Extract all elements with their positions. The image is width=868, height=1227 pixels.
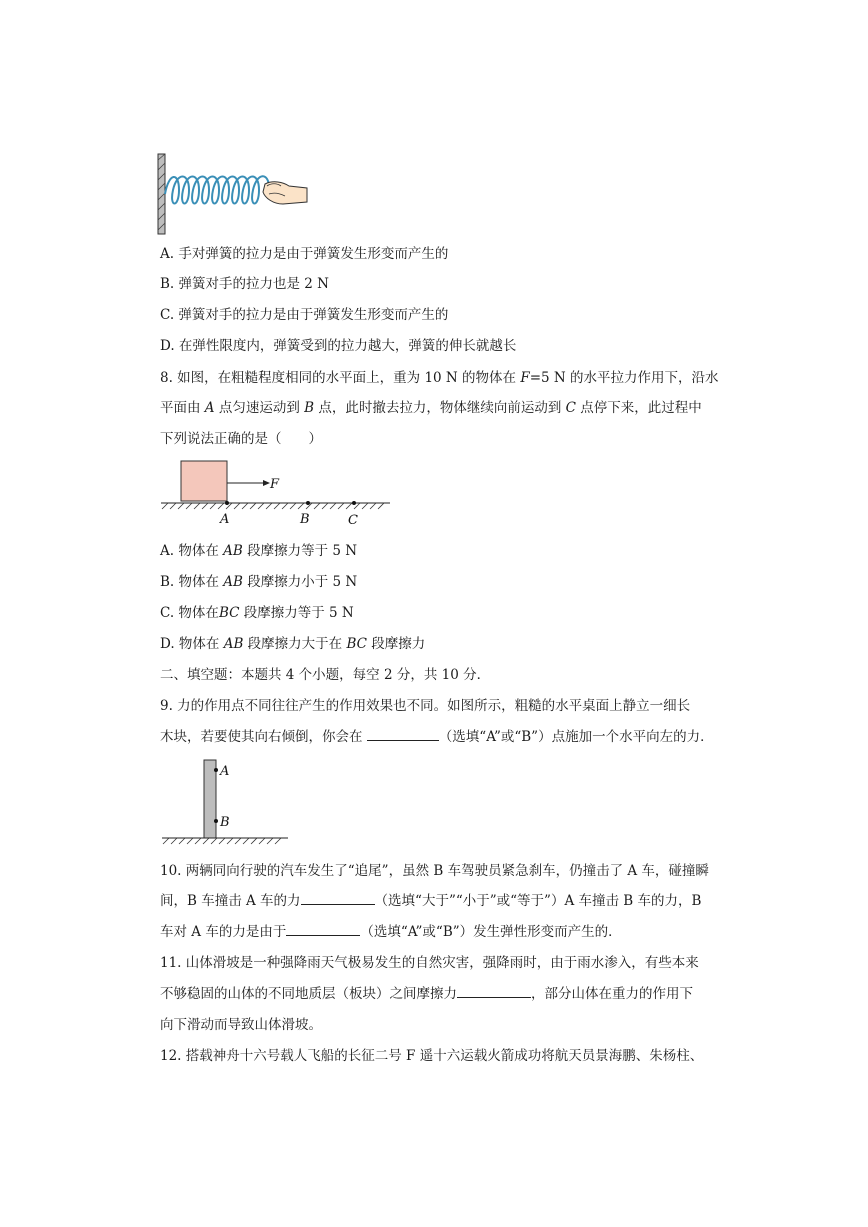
hatch-line (202, 503, 208, 509)
q10-answer-blank-1[interactable] (301, 892, 375, 905)
section-heading: 二、填空题：本题共 4 个小题，每空 2 分，共 10 分． (160, 667, 491, 683)
hatch-line (194, 503, 200, 509)
hand-icon (263, 182, 307, 204)
q9-line1: 9. 力的作用点不同往往产生的作用效果也不同。如图所示，粗糙的水平桌面上静立一细长 (160, 698, 691, 714)
q10-line2-post: （选填“大于”“小于”或“等于”）A 车撞击 B 车的力，B (374, 893, 702, 909)
hatch-line (210, 503, 216, 509)
q8-var-b: B (304, 400, 315, 416)
point-a (214, 768, 218, 772)
spring-coil (165, 176, 269, 203)
point-a-label: A (220, 512, 230, 527)
hatch-line (227, 838, 233, 844)
q10-line2 (160, 892, 701, 910)
q11-line2 (160, 985, 693, 1003)
q10-line2-pre: 间，B 车撞击 A 车的力 (160, 893, 301, 909)
hatch-line (163, 838, 169, 844)
hatch-line (162, 503, 168, 509)
hatch-line (378, 503, 384, 509)
hatch-line (267, 838, 273, 844)
q11-line3: 向下滑动而导致山体滑坡。 (160, 1017, 322, 1033)
q8-var-a: A (204, 400, 215, 416)
ground-hatch (162, 503, 384, 509)
q8-option-d-mid: 段摩擦力大于在 (243, 636, 347, 652)
q8-option-b-var: AB (223, 574, 243, 590)
hatch-line (234, 503, 240, 509)
hatch-line (282, 503, 288, 509)
q8-option-d (160, 635, 425, 653)
hatch-line (179, 838, 185, 844)
plank (204, 760, 216, 838)
q8-option-a-pre: A. 物体在 (160, 543, 224, 559)
hatch-line (195, 838, 201, 844)
hatch-line (274, 503, 280, 509)
hatch-line (258, 503, 264, 509)
q8-option-a (160, 542, 357, 560)
q8-option-b-post: 段摩擦力小于 5 N (242, 574, 358, 590)
q11-answer-blank[interactable] (457, 985, 531, 998)
q8-line2-text-a: 平面由 (160, 400, 205, 416)
hatch-line (322, 503, 328, 509)
hatch-line (346, 503, 352, 509)
q8-option-d-var1: AB (223, 636, 244, 652)
q10-line1: 10. 两辆同向行驶的汽车发生了“追尾”，虽然 B 车驾驶员紧急刹车，仍撞击了 A 车，碰撞瞬 (160, 863, 709, 879)
q12-line1: 12. 搭载神舟十六号载人飞船的长征二号 F 遥十六运载火箭成功将航天员景海鹏、朱杨柱、 (160, 1048, 704, 1064)
q10-line3-post: （选填“A”或“B”）发生弹性形变而产生的． (360, 924, 622, 940)
q8-option-a-var: AB (223, 543, 243, 559)
hatch-line (330, 503, 336, 509)
q7-option-d: D. 在弹性限度内，弹簧受到的拉力越大，弹簧的伸长就越长 (160, 338, 517, 354)
plank-figure (160, 755, 300, 850)
hatch-line (243, 838, 249, 844)
q7-option-a: A. 手对弹簧的拉力是由于弹簧发生形变而产生的 (160, 246, 449, 262)
q8-var-c: C (565, 400, 576, 416)
q9-line2-post: （选填“A”或“B”）点施加一个水平向左的力． (438, 729, 714, 745)
q11-line2-post: ，部分山体在重力的作用下 (531, 986, 693, 1002)
q8-option-c-pre: C. 物体在 (160, 605, 219, 621)
q8-stem-line3: 下列说法正确的是（ ） (160, 431, 322, 447)
q8-line2-text-d: 点停下来，此过程中 (576, 400, 702, 416)
q10-line3 (160, 923, 622, 941)
hatch-line (250, 503, 256, 509)
hatch-line (266, 503, 272, 509)
wall-hatch (158, 154, 165, 234)
hatch-line (178, 503, 184, 509)
hatch-line (203, 838, 209, 844)
point-b (214, 819, 218, 823)
hatch-line (171, 838, 177, 844)
hatch-line (170, 503, 176, 509)
q8-stem-line1 (160, 369, 719, 387)
q8-option-c-post: 段摩擦力等于 5 N (239, 605, 354, 621)
hatch-line (298, 503, 304, 509)
q10-answer-blank-2[interactable] (286, 923, 360, 936)
q11-line1: 11. 山体滑坡是一种强降雨天气极易发生的自然灾害，强降雨时，由于雨水渗入，有些本来 (160, 955, 699, 971)
point-c (352, 501, 356, 505)
q10-line3-pre: 车对 A 车的力是由于 (160, 924, 287, 940)
q8-line2-text-b: 点匀速运动到 (214, 400, 305, 416)
point-c-label: C (348, 513, 358, 528)
point-b (306, 501, 310, 505)
q8-option-c-var: BC (218, 605, 240, 621)
hatch-line (218, 503, 224, 509)
block (181, 461, 227, 501)
q8-option-a-post: 段摩擦力等于 5 N (242, 543, 358, 559)
hatch-line (235, 838, 241, 844)
force-arrow-head (263, 480, 270, 486)
q8-stem-line2 (160, 399, 702, 417)
q8-option-b-pre: B. 物体在 (160, 574, 224, 590)
hatch-line (275, 838, 281, 844)
table-hatch (163, 838, 281, 844)
point-b-label: B (220, 815, 230, 830)
q8-line2-text-c: 点，此时撤去拉力，物体继续向前运动到 (314, 400, 566, 416)
point-a (225, 501, 229, 505)
q9-answer-blank[interactable] (367, 728, 439, 741)
q8-option-d-var2: BC (346, 636, 367, 652)
q7-option-c: C. 弹簧对手的拉力是由于弹簧发生形变而产生的 (160, 307, 449, 323)
hatch-line (242, 503, 248, 509)
point-b-label: B (300, 512, 310, 527)
hatch-line (370, 503, 376, 509)
hatch-line (186, 503, 192, 509)
hatch-line (251, 838, 257, 844)
q9-line2 (160, 728, 714, 746)
q8-option-d-pre: D. 物体在 (160, 636, 224, 652)
hatch-line (187, 838, 193, 844)
q8-line1-text: 8. 如图，在粗糙程度相同的水平面上，重为 10 N 的物体在 (160, 370, 521, 386)
block-surface-figure (158, 455, 398, 535)
q9-line2-pre: 木块，若要使其向右倾倒，你会在 (160, 729, 367, 745)
q8-option-c (160, 604, 354, 622)
hatch-line (211, 838, 217, 844)
hatch-line (362, 503, 368, 509)
hatch-line (290, 503, 296, 509)
hatch-line (314, 503, 320, 509)
hatch-line (259, 838, 265, 844)
q8-option-d-post: 段摩擦力 (367, 636, 426, 652)
point-a-label: A (220, 764, 230, 779)
q11-line2-pre: 不够稳固的山体的不同地质层（板块）之间摩擦力 (160, 986, 457, 1002)
q8-var-f: F (520, 370, 530, 386)
force-label: F (270, 477, 280, 492)
q8-line1-text-post: =5 N 的水平拉力作用下，沿水 (529, 370, 719, 386)
q7-option-b: B. 弹簧对手的拉力也是 2 N (160, 276, 329, 292)
hatch-line (338, 503, 344, 509)
q8-option-b (160, 573, 357, 591)
hatch-line (219, 838, 225, 844)
spring-hand-figure (155, 150, 315, 240)
